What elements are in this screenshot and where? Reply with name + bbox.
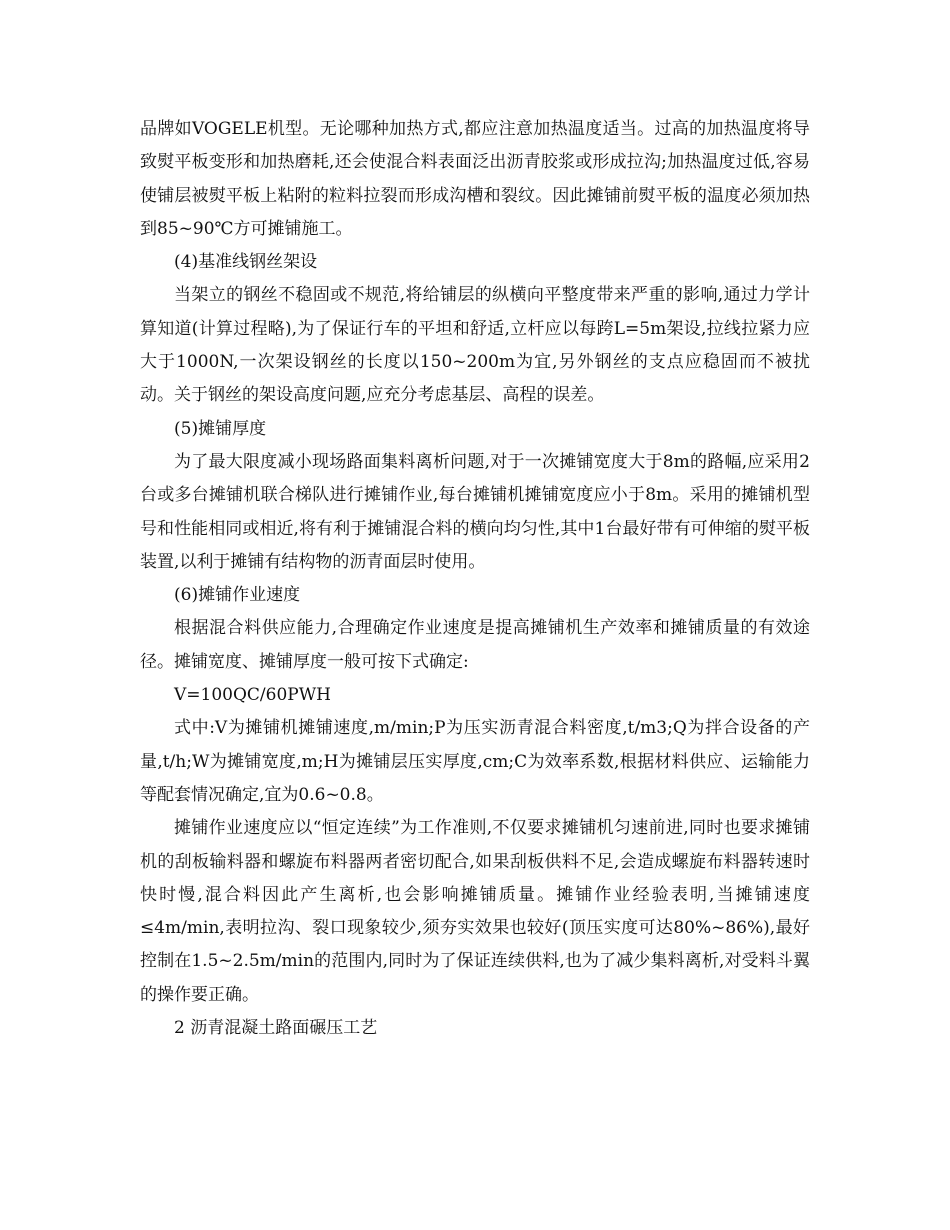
section-heading-paving-thickness: (5)摊铺厚度 [174,418,267,439]
section-heading-paving-speed: (6)摊铺作业速度 [174,585,301,606]
paragraph-paving-thickness: 为了最大限度减小现场路面集料离析问题,对于一次摊铺宽度大于8m的路幅,应采用2台或多台摊铺机联合梯队进行摊铺作业,每台摊铺机摊铺宽度应小于8m。采用的摊铺机型号和性能相同或相近,将有利于摊铺混合料的横向均匀性,其中1台最好带有可伸缩的熨平板装置,以利于摊铺有结构物的沥青面层时使用。 [140,451,810,572]
paragraph-formula-variables: 式中:V为摊铺机摊铺速度,m/min;P为压实沥青混合料密度,t/m3;Q为拌合设备的产量,t/h;W为摊铺宽度,m;H为摊铺层压实厚度,cm;C为效率系数,根据材料供应、运输能力等配套情况确定,宜为0.6~0.8。 [140,718,810,805]
paragraph-paving-speed-intro: 根据混合料供应能力,合理确定作业速度是提高摊铺机生产效率和摊铺质量的有效途径。摊铺宽度、摊铺厚度一般可按下式确定: [140,618,810,672]
section-heading-baseline-wire: (4)基准线钢丝架设 [174,252,318,273]
section-heading-rolling-process: 2 沥青混凝土路面碾压工艺 [174,1018,378,1039]
formula-paving-speed: V=100QC/60PWH [174,685,332,706]
paragraph-baseline-wire: 当架立的钢丝不稳固或不规范,将给铺层的纵横向平整度带来严重的影响,通过力学计算知道(计算过程略),为了保证行车的平坦和舒适,立杆应以每跨L=5m架设,拉线拉紧力应大于1000N,一次架设钢丝的长度以150~200m为宜,另外钢丝的支点应稳固而不被扰动。关于钢丝的架设高度问题,应充分考虑基层、高程的误差。 [140,285,810,406]
document-body [140,113,810,1045]
paragraph-constant-continuous: 摊铺作业速度应以“恒定连续”为工作准则,不仅要求摊铺机匀速前进,同时也要求摊铺机的刮板输料器和螺旋布料器两者密切配合,如果刮板供料不足,会造成螺旋布料器转速时快时慢,混合料因此产生离析,也会影响摊铺质量。摊铺作业经验表明,当摊铺速度≤4m/min,表明拉沟、裂口现象较少,须夯实效果也较好(顶压实度可达80%~86%),最好控制在1.5~2.5m/min的范围内,同时为了保证连续供料,也为了减少集料离析,对受料斗翼的操作要正确。 [140,818,810,1005]
paragraph-heating-temperature: 品牌如VOGELE机型。无论哪种加热方式,都应注意加热温度适当。过高的加热温度将导致熨平板变形和加热磨耗,还会使混合料表面泛出沥青胶浆或形成拉沟;加热温度过低,容易使铺层被熨平板上粘附的粒料拉裂而形成沟槽和裂纹。因此摊铺前熨平板的温度必须加热到85~90℃方可摊铺施工。 [140,119,810,239]
